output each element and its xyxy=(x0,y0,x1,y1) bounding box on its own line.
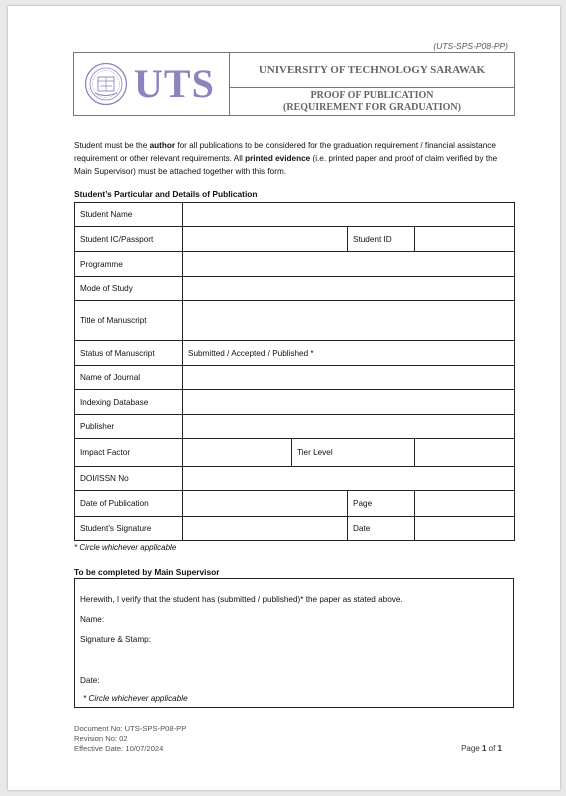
label-status-of-manuscript: Status of Manuscript xyxy=(75,341,183,366)
label-doi-issn: DOI/ISSN No xyxy=(75,467,183,491)
field-programme[interactable] xyxy=(183,252,515,277)
field-tier-level[interactable] xyxy=(415,439,515,467)
field-student-id[interactable] xyxy=(415,227,515,252)
table-row xyxy=(75,390,515,415)
table-row xyxy=(75,301,515,341)
table-row xyxy=(75,491,515,517)
table-row xyxy=(75,415,515,439)
field-title-of-manuscript[interactable] xyxy=(183,301,515,341)
footer-document-number: Document No: UTS-SPS-P08-PP xyxy=(74,724,187,733)
supervisor-signature-label: Signature & Stamp: xyxy=(80,635,151,644)
page-total: 1 xyxy=(497,744,502,753)
field-page[interactable] xyxy=(415,491,515,517)
table-row xyxy=(75,439,515,467)
label-indexing-database: Indexing Database xyxy=(75,390,183,415)
footer-revision: Revision No: 02 xyxy=(74,734,128,743)
label-date-of-publication: Date of Publication xyxy=(75,491,183,517)
intro-text-3: (i.e. printed paper and proof of claim verified by the Main Supervisor) must be attached together with this form. xyxy=(74,154,498,176)
table-row xyxy=(75,517,515,541)
table-row xyxy=(75,227,515,252)
field-indexing-database[interactable] xyxy=(183,390,515,415)
field-student-ic[interactable] xyxy=(183,227,348,252)
supervisor-date-label: Date: xyxy=(80,676,100,685)
field-student-signature[interactable] xyxy=(183,517,348,541)
section-title-student-details: Student’s Particular and Details of Publication xyxy=(74,189,258,199)
label-student-ic: Student IC/Passport xyxy=(75,227,183,252)
field-student-name[interactable] xyxy=(183,203,515,227)
intro-bold-printed-evidence: printed evidence xyxy=(245,154,311,163)
supervisor-circle-note: * Circle whichever applicable xyxy=(83,694,188,703)
header-title-block xyxy=(230,53,514,115)
page-of-label: of xyxy=(486,744,498,753)
page-current: 1 xyxy=(481,744,487,753)
document-reference: (UTS-SPS-P08-PP) xyxy=(433,41,508,51)
field-impact-factor[interactable] xyxy=(183,439,292,467)
instructions-paragraph xyxy=(74,139,514,178)
table-row xyxy=(75,277,515,301)
supervisor-name-label: Name: xyxy=(80,615,105,624)
university-seal-icon xyxy=(84,62,128,106)
publication-details-table xyxy=(74,202,515,541)
form-title-line-1: PROOF OF PUBLICATION xyxy=(310,89,434,101)
table-row xyxy=(75,252,515,277)
label-programme: Programme xyxy=(75,252,183,277)
label-student-id: Student ID xyxy=(348,227,415,252)
label-student-name: Student Name xyxy=(75,203,183,227)
circle-applicable-note: * Circle whichever applicable xyxy=(74,543,177,552)
footer-effective-date: Effective Date: 10/07/2024 xyxy=(74,744,164,753)
field-mode-of-study[interactable] xyxy=(183,277,515,301)
supervisor-verify-statement: Herewith, I verify that the student has (submitted / published)* the paper as stated above. xyxy=(80,595,403,604)
page-label: Page xyxy=(461,744,482,753)
label-name-of-journal: Name of Journal xyxy=(75,366,183,390)
label-publisher: Publisher xyxy=(75,415,183,439)
section-title-supervisor: To be completed by Main Supervisor xyxy=(74,567,220,577)
label-title-of-manuscript: Title of Manuscript xyxy=(75,301,183,341)
supervisor-verification-box xyxy=(74,578,514,708)
intro-bold-author: author xyxy=(149,141,176,150)
form-title-line-2: (REQUIREMENT FOR GRADUATION) xyxy=(283,101,461,113)
form-header xyxy=(73,52,515,116)
intro-text-1: Student must be the xyxy=(74,141,150,150)
university-name: UNIVERSITY OF TECHNOLOGY SARAWAK xyxy=(230,53,514,88)
university-logo xyxy=(74,53,230,115)
table-row xyxy=(75,203,515,227)
table-row xyxy=(75,341,515,366)
label-impact-factor: Impact Factor xyxy=(75,439,183,467)
intro-text-2: for all publications to be considered for the graduation requirement / financial assistance requirement or other relevant requirements. All xyxy=(74,141,496,163)
label-mode-of-study: Mode of Study xyxy=(75,277,183,301)
label-date: Date xyxy=(348,517,415,541)
field-doi-issn[interactable] xyxy=(183,467,515,491)
field-publisher[interactable] xyxy=(183,415,515,439)
logo-wordmark: UTS xyxy=(134,61,215,106)
label-tier-level: Tier Level xyxy=(292,439,415,467)
document-page xyxy=(8,6,560,790)
document-footer xyxy=(74,724,186,754)
field-date-of-publication[interactable] xyxy=(183,491,348,517)
label-student-signature: Student’s Signature xyxy=(75,517,183,541)
field-date[interactable] xyxy=(415,517,515,541)
page-number xyxy=(461,744,502,753)
field-status-of-manuscript[interactable]: Submitted / Accepted / Published * xyxy=(183,341,515,366)
field-name-of-journal[interactable] xyxy=(183,366,515,390)
table-row xyxy=(75,467,515,491)
label-page: Page xyxy=(348,491,415,517)
table-row xyxy=(75,366,515,390)
form-title xyxy=(230,88,514,115)
